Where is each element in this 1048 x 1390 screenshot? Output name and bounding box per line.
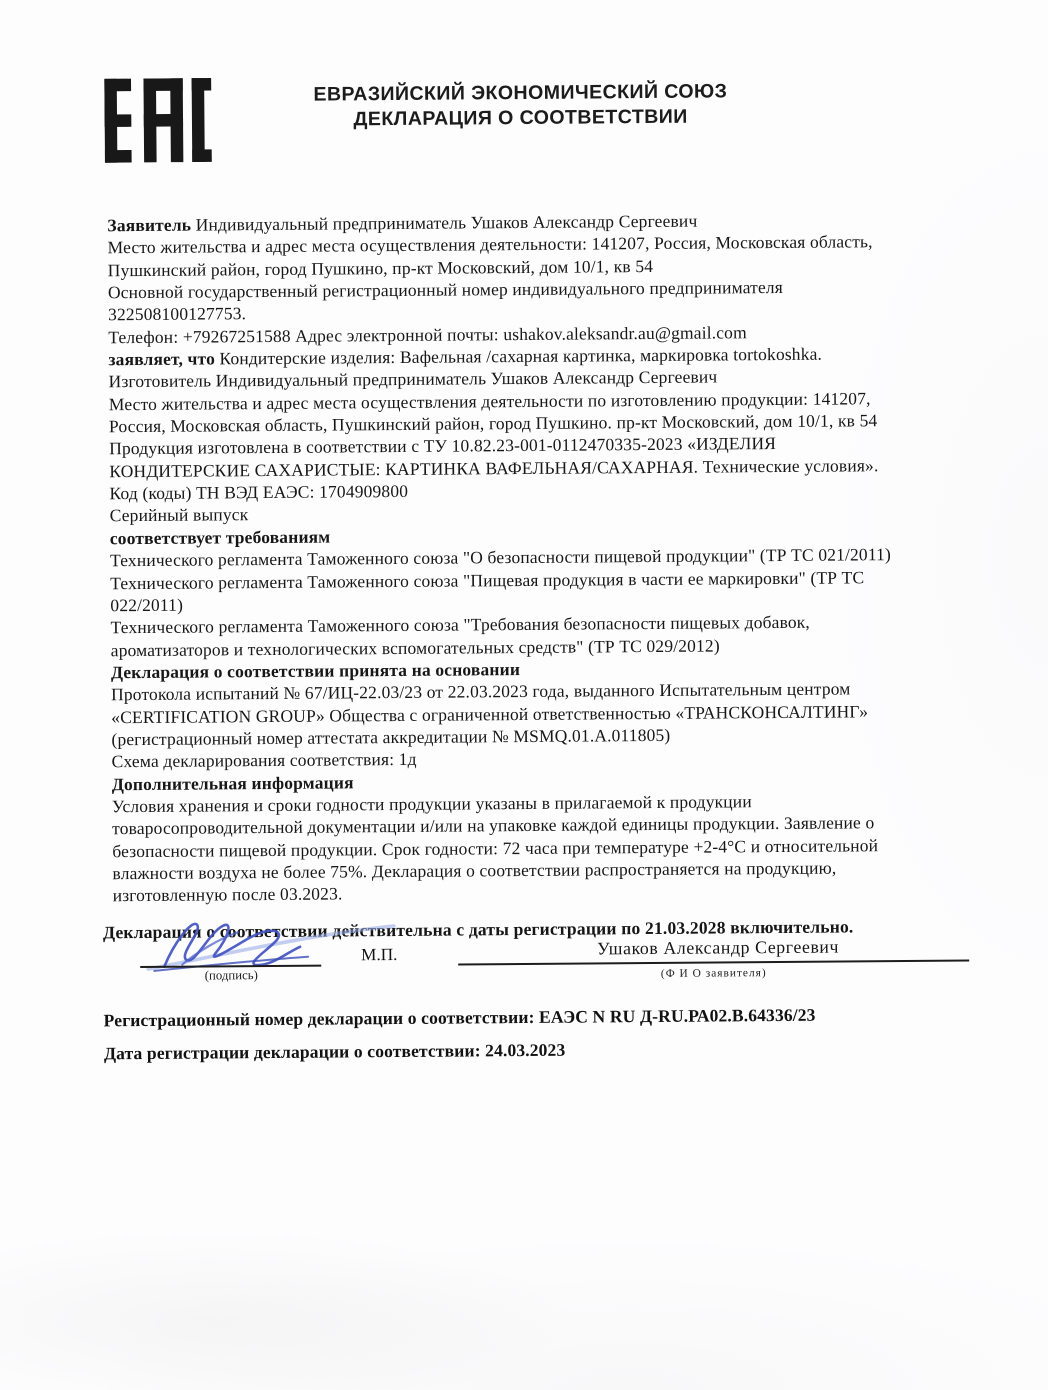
document-line: Протокола испытаний № 67/ИЦ-22.03/23 от 22.03.2023 года, выданного Испытательным центром xyxy=(110,678,851,705)
document-line: 022/2011) xyxy=(110,594,184,616)
registration-date: Дата регистрации декларации о соответствии: 24.03.2023 xyxy=(103,1039,566,1064)
header-union-title: ЕВРАЗИЙСКИЙ ЭКОНОМИЧЕСКИЙ СОЮЗ xyxy=(313,80,728,106)
registration-block xyxy=(104,997,1022,1070)
registration-number: Регистрационный номер декларации о соответствии: ЕАЭС N RU Д-RU.РА02.В.64336/23 xyxy=(103,1004,816,1031)
document-line: влажности воздуха не более 75%. Декларация о соответствии распространяется на продукцию, xyxy=(112,857,837,884)
document-header xyxy=(0,77,1045,136)
applicant-name: Ушаков Александр Сергеевич xyxy=(597,936,840,959)
document-line: Технического регламента Таможенного союза "Требования безопасности пищевых добавок, xyxy=(110,611,810,638)
applicant-name-caption: (Ф И О заявителя) xyxy=(660,967,767,980)
document-line: соответствует требованиям xyxy=(109,526,331,549)
document-line: Код (коды) ТН ВЭД ЕАЭС: 1704909800 xyxy=(109,481,409,504)
document-line: 322508100127753. xyxy=(108,303,247,325)
document-line: Основной государственный регистрационный номер индивидуального предпринимателя xyxy=(107,276,783,303)
stamp-place-label: М.П. xyxy=(361,945,398,965)
applicant-name-line xyxy=(458,960,969,966)
document-line: Россия, Московская область, Пушкинский район, город Пушкино. пр-кт Московский, дом 10/1, кв 54 xyxy=(108,410,878,437)
document-line: Технического регламента Таможенного союза "Пищевая продукция в части ее маркировки" (ТР ТС xyxy=(110,566,865,593)
document-line: Декларация о соответствии принята на основании xyxy=(110,658,521,683)
signature-caption: (подпись) xyxy=(204,968,258,983)
document-line: Место жительства и адрес места осуществления деятельности по изготовлению продукции: 141207, xyxy=(108,388,871,415)
document-line: Заявитель Индивидуальный предприниматель Ушаков Александр Сергеевич xyxy=(107,210,698,236)
document-line: Место жительства и адрес места осуществления деятельности: 141207, Россия, Московская область, xyxy=(107,231,873,258)
document-line: Условия хранения и сроки годности продукции указаны в прилагаемой к продукции xyxy=(111,791,752,817)
document-line: Телефон: +79267251588 Адрес электронной почты: ushakov.aleksandr.au@gmail.com xyxy=(108,321,747,347)
document-line: заявляет, что Кондитерские изделия: Вафельная /сахарная картинка, маркировка tortokoshka. xyxy=(108,343,823,370)
document-line: Серийный выпуск xyxy=(109,504,249,526)
document-line: Технического регламента Таможенного союза "О безопасности пищевой продукции" (ТР ТС 021/2011) xyxy=(109,544,891,571)
document-line: безопасности пищевой продукции. Срок годности: 72 часа при температуре +2-4°С и относительной xyxy=(112,834,879,861)
document-line: (регистрационный номер аттестата аккредитации № MSMQ.01.A.011805) xyxy=(111,724,671,750)
document-line: КОНДИТЕРСКИЕ САХАРИСТЫЕ: КАРТИНКА ВАФЕЛЬНАЯ/САХАРНАЯ. Технические условия». xyxy=(109,454,879,482)
document-line: Схема декларирования соответствия: 1д xyxy=(111,749,417,772)
document-line: ароматизаторов и технологических вспомогательных средств" (ТР ТС 029/2012) xyxy=(110,634,720,660)
document-line: товаросопроводительной документации и/или на упаковке каждой единицы продукции. Заявление о xyxy=(112,812,875,839)
validity-statement: Декларация о соответствии действительна с даты регистрации по 21.03.2028 включительно. xyxy=(102,916,854,943)
document-line: Дополнительная информация xyxy=(111,771,354,794)
document-line: «CERTIFICATION GROUP» Общества с ограниченной ответственностью «ТРАНСКОНСАЛТИНГ» xyxy=(111,700,869,727)
document-line: Пушкинский район, город Пушкино, пр-кт Московский, дом 10/1, кв 54 xyxy=(107,255,654,280)
document-line: Продукция изготовлена в соответствии с ТУ 10.82.23-001-0112470335-2023 «ИЗДЕЛИЯ xyxy=(109,433,777,459)
document-body xyxy=(107,207,1000,907)
document-line: Изготовитель Индивидуальный предприниматель Ушаков Александр Сергеевич xyxy=(108,366,718,392)
header-doc-title: ДЕКЛАРАЦИЯ О СООТВЕТСТВИИ xyxy=(353,106,688,131)
document-line: изготовленную после 03.2023. xyxy=(112,883,343,906)
